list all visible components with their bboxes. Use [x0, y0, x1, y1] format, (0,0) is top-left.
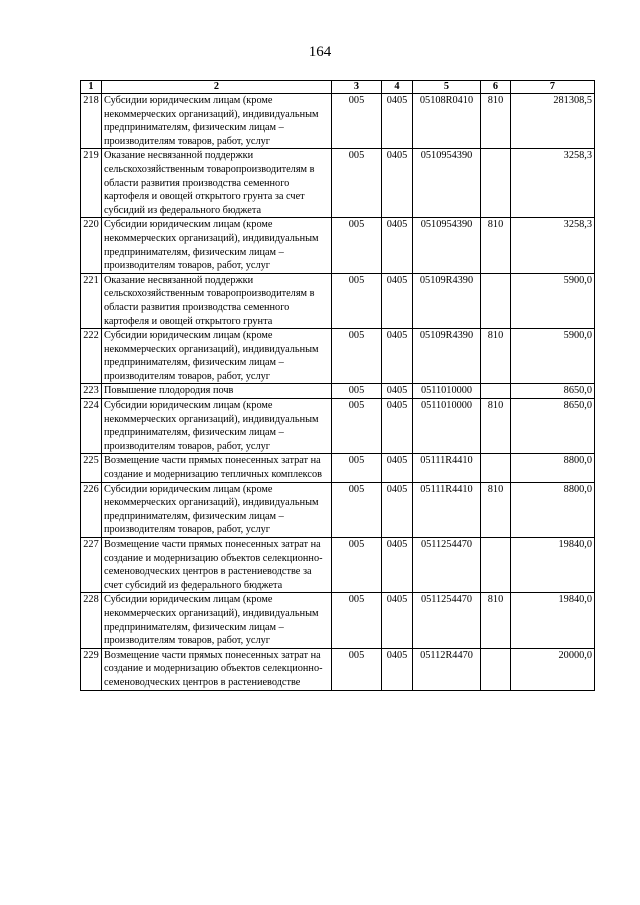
cell-name: Субсидии юридическим лицам (кроме некоммерческих организаций), индивидуальным предпринимателям, физическим лицам – производителям товаров, работ, услуг: [102, 482, 332, 537]
cell-ved: 005: [332, 384, 382, 399]
cell-sum: 5900,0: [511, 329, 595, 384]
cell-csr: 0510954390: [413, 218, 481, 273]
cell-num: 219: [81, 149, 102, 218]
cell-rz: 0405: [382, 384, 413, 399]
cell-sum: 19840,0: [511, 538, 595, 593]
cell-sum: 8800,0: [511, 482, 595, 537]
cell-ved: 005: [332, 273, 382, 328]
table-row: [81, 149, 595, 218]
cell-num: 229: [81, 648, 102, 690]
cell-sum: 3258,3: [511, 218, 595, 273]
cell-vr: [481, 273, 511, 328]
cell-csr: 05109R4390: [413, 273, 481, 328]
cell-vr: [481, 648, 511, 690]
cell-name: Оказание несвязанной поддержки сельскохозяйственным товаропроизводителям в области развития производства семенного картофеля и овощей открытого грунта: [102, 273, 332, 328]
table-row: [81, 454, 595, 482]
cell-sum: 8800,0: [511, 454, 595, 482]
cell-num: 226: [81, 482, 102, 537]
header-cell: 2: [102, 81, 332, 94]
cell-vr: 810: [481, 482, 511, 537]
table-row: [81, 482, 595, 537]
table-row: [81, 538, 595, 593]
table-row: [81, 94, 595, 149]
cell-ved: 005: [332, 94, 382, 149]
cell-num: 225: [81, 454, 102, 482]
cell-ved: 005: [332, 399, 382, 454]
table-row: [81, 218, 595, 273]
cell-ved: 005: [332, 454, 382, 482]
cell-ved: 005: [332, 593, 382, 648]
cell-name: Возмещение части прямых понесенных затрат на создание и модернизацию объектов селекционно-семеноводческих центров в растениеводстве: [102, 648, 332, 690]
cell-sum: 5900,0: [511, 273, 595, 328]
cell-csr: 05111R4410: [413, 454, 481, 482]
cell-vr: 810: [481, 218, 511, 273]
cell-csr: 0511010000: [413, 399, 481, 454]
cell-num: 220: [81, 218, 102, 273]
cell-name: Субсидии юридическим лицам (кроме некоммерческих организаций), индивидуальным предпринимателям, физическим лицам – производителям товаров, работ, услуг: [102, 593, 332, 648]
table-row: [81, 399, 595, 454]
cell-sum: 20000,0: [511, 648, 595, 690]
cell-csr: 0511254470: [413, 538, 481, 593]
cell-vr: 810: [481, 399, 511, 454]
cell-csr: 0510954390: [413, 149, 481, 218]
cell-sum: 8650,0: [511, 384, 595, 399]
cell-num: 224: [81, 399, 102, 454]
cell-rz: 0405: [382, 482, 413, 537]
cell-csr: 05111R4410: [413, 482, 481, 537]
cell-name: Оказание несвязанной поддержки сельскохозяйственным товаропроизводителям в области развития производства семенного картофеля и овощей открытого грунта за счет субсидий из федерального бюджета: [102, 149, 332, 218]
cell-vr: [481, 149, 511, 218]
cell-csr: 0511254470: [413, 593, 481, 648]
cell-vr: [481, 384, 511, 399]
cell-name: Субсидии юридическим лицам (кроме некоммерческих организаций), индивидуальным предпринимателям, физическим лицам – производителям товаров, работ, услуг: [102, 329, 332, 384]
header-cell: 6: [481, 81, 511, 94]
cell-vr: 810: [481, 593, 511, 648]
cell-sum: 19840,0: [511, 593, 595, 648]
cell-csr: 05109R4390: [413, 329, 481, 384]
cell-ved: 005: [332, 648, 382, 690]
cell-rz: 0405: [382, 218, 413, 273]
table-row: [81, 648, 595, 690]
cell-rz: 0405: [382, 273, 413, 328]
header-cell: 5: [413, 81, 481, 94]
cell-ved: 005: [332, 329, 382, 384]
cell-num: 222: [81, 329, 102, 384]
cell-csr: 05108R0410: [413, 94, 481, 149]
header-cell: 3: [332, 81, 382, 94]
cell-name: Субсидии юридическим лицам (кроме некоммерческих организаций), индивидуальным предпринимателям, физическим лицам – производителям товаров, работ, услуг: [102, 94, 332, 149]
cell-rz: 0405: [382, 399, 413, 454]
cell-vr: 810: [481, 329, 511, 384]
cell-num: 218: [81, 94, 102, 149]
table-row: [81, 593, 595, 648]
cell-num: 221: [81, 273, 102, 328]
cell-ved: 005: [332, 482, 382, 537]
header-cell: 1: [81, 81, 102, 94]
cell-rz: 0405: [382, 94, 413, 149]
cell-rz: 0405: [382, 149, 413, 218]
cell-sum: 8650,0: [511, 399, 595, 454]
table-row: [81, 329, 595, 384]
table-row: [81, 384, 595, 399]
cell-name: Возмещение части прямых понесенных затрат на создание и модернизацию тепличных комплексов: [102, 454, 332, 482]
page-number: 164: [308, 44, 332, 60]
header-cell: 4: [382, 81, 413, 94]
cell-vr: [481, 538, 511, 593]
cell-ved: 005: [332, 218, 382, 273]
cell-vr: 810: [481, 94, 511, 149]
cell-sum: 3258,3: [511, 149, 595, 218]
table-row: [81, 273, 595, 328]
cell-rz: 0405: [382, 454, 413, 482]
cell-rz: 0405: [382, 538, 413, 593]
cell-num: 228: [81, 593, 102, 648]
cell-name: Субсидии юридическим лицам (кроме некоммерческих организаций), индивидуальным предпринимателям, физическим лицам – производителям товаров, работ, услуг: [102, 218, 332, 273]
cell-num: 227: [81, 538, 102, 593]
cell-csr: 0511010000: [413, 384, 481, 399]
header-row: [81, 81, 595, 94]
cell-rz: 0405: [382, 593, 413, 648]
cell-rz: 0405: [382, 648, 413, 690]
budget-table: [80, 80, 595, 691]
cell-rz: 0405: [382, 329, 413, 384]
cell-num: 223: [81, 384, 102, 399]
cell-csr: 05112R4470: [413, 648, 481, 690]
header-cell: 7: [511, 81, 595, 94]
cell-vr: [481, 454, 511, 482]
cell-ved: 005: [332, 149, 382, 218]
cell-ved: 005: [332, 538, 382, 593]
cell-name: Возмещение части прямых понесенных затрат на создание и модернизацию объектов селекционно-семеноводческих центров в растениеводстве за счет субсидий из федерального бюджета: [102, 538, 332, 593]
cell-name: Субсидии юридическим лицам (кроме некоммерческих организаций), индивидуальным предпринимателям, физическим лицам – производителям товаров, работ, услуг: [102, 399, 332, 454]
cell-sum: 281308,5: [511, 94, 595, 149]
cell-name: Повышение плодородия почв: [102, 384, 332, 399]
